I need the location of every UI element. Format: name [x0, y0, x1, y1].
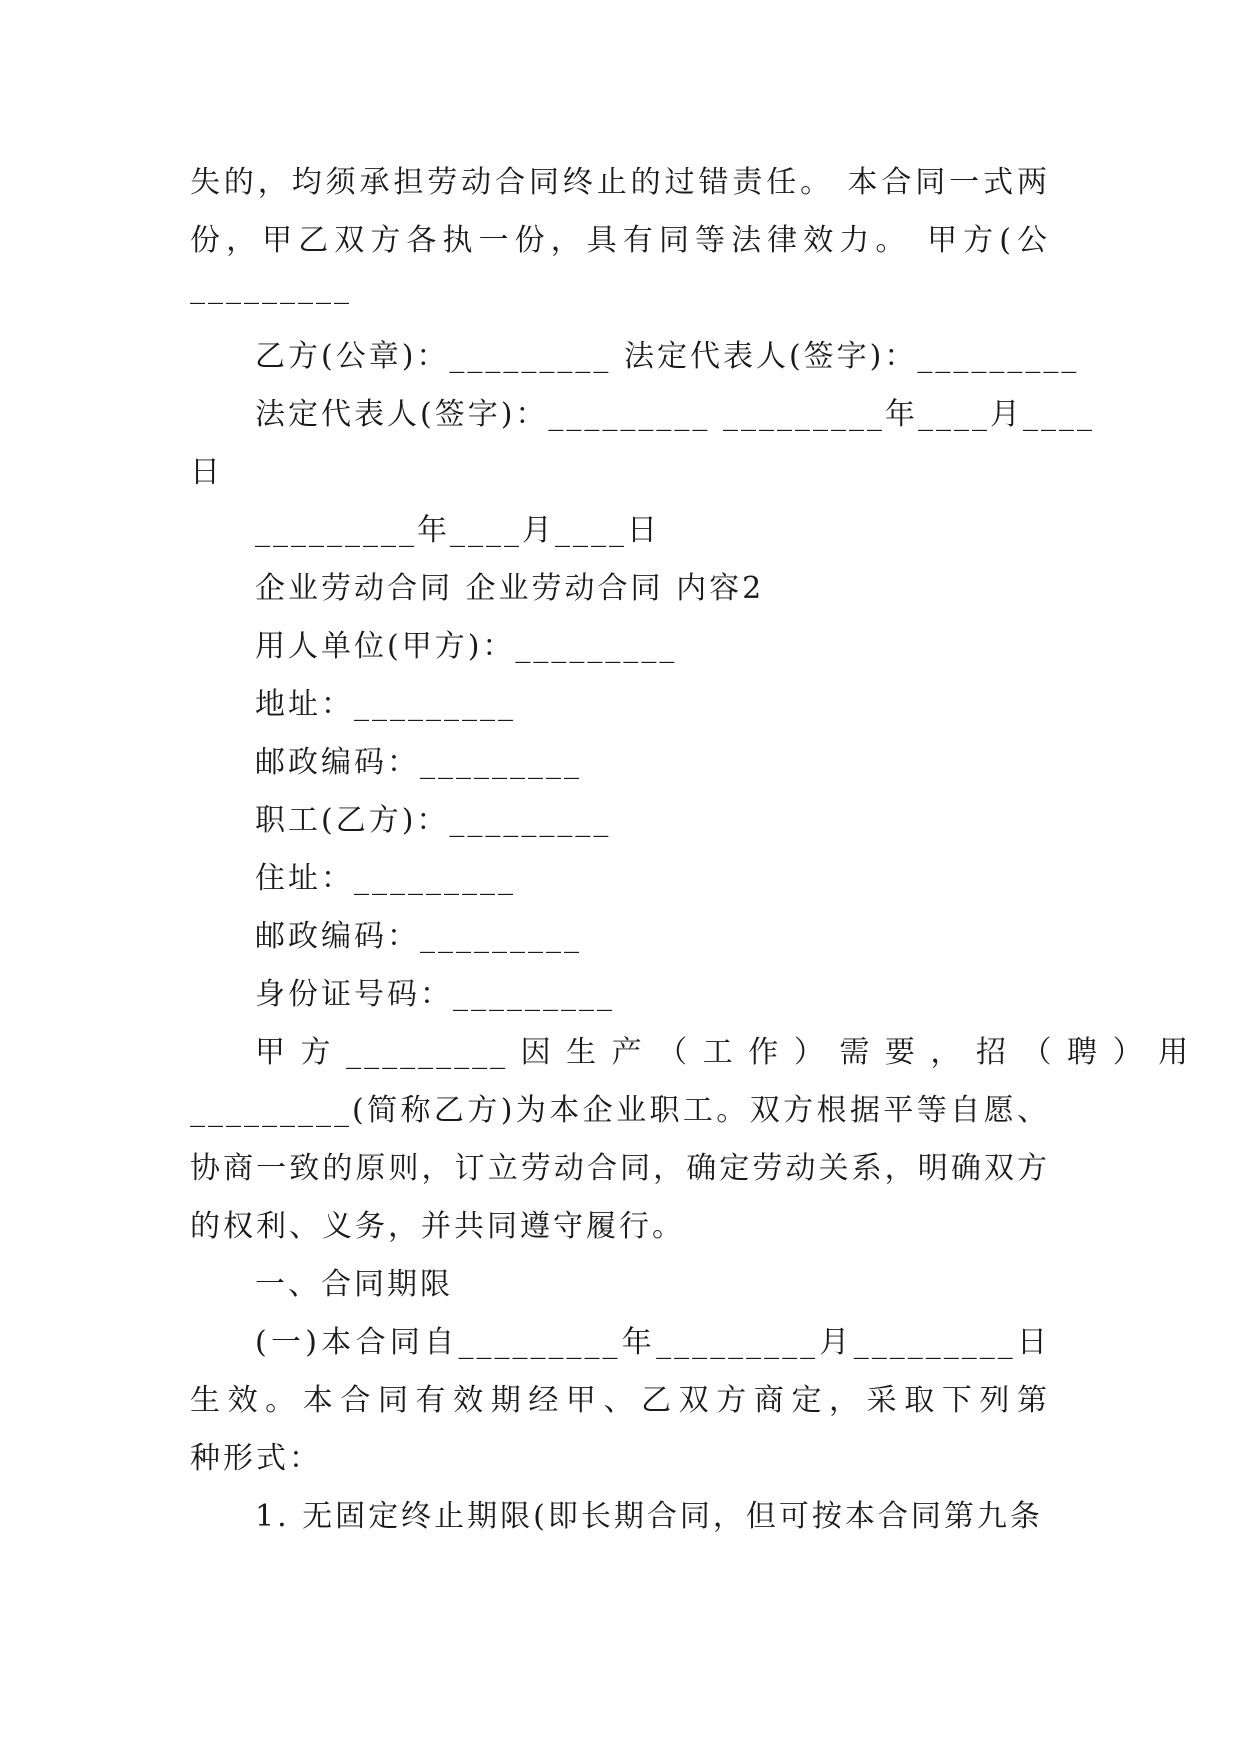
- address-field: 地址：_________: [255, 687, 516, 722]
- postal-code-field: 邮政编码：_________: [255, 745, 582, 780]
- text-line: (一)本合同自_________年_________月_________日: [255, 1325, 1050, 1360]
- text-line: 日: [190, 455, 223, 490]
- text-line: 的权利、义务，并共同遵守履行。: [190, 1209, 685, 1244]
- text-line: _________(简称乙方)为本企业职工。双方根据平等自愿、: [190, 1093, 1050, 1128]
- text-line: 甲 方 _________ 因 生 产 （ 工 作 ） 需 要 ， 招 （ 聘 ） 用: [255, 1035, 1192, 1070]
- employer-field: 用人单位(甲方)：_________: [255, 629, 678, 664]
- text-line: 种形式：: [190, 1441, 322, 1476]
- text-line: 份，甲乙双方各执一份，具有同等法律效力。 甲方(公: [190, 223, 1050, 258]
- date-line: _________年____月____日: [255, 513, 660, 548]
- signature-blank: _________: [190, 270, 352, 305]
- list-item: 1. 无固定终止期限(即长期合同，但可按本合同第九条: [255, 1499, 1043, 1534]
- text-line: 法定代表人(签字)：_________ _________年____月____: [255, 397, 1095, 432]
- residence-field: 住址：_________: [255, 861, 516, 896]
- text-line: 生效。本合同有效期经甲、乙双方商定，采取下列第: [190, 1383, 1050, 1418]
- id-number-field: 身份证号码：_________: [255, 977, 615, 1012]
- postal-code-field: 邮政编码：_________: [255, 919, 582, 954]
- text-line: 失的，均须承担劳动合同终止的过错责任。 本合同一式两: [190, 165, 1050, 200]
- text-line: 协商一致的原则，订立劳动合同，确定劳动关系，明确双方: [190, 1151, 1050, 1186]
- clause-heading: 一、合同期限: [255, 1267, 453, 1302]
- text-line: 乙方(公章)：_________ 法定代表人(签字)：_________: [255, 339, 1080, 374]
- employee-field: 职工(乙方)：_________: [255, 803, 612, 838]
- section-heading: 企业劳动合同 企业劳动合同 内容2: [255, 571, 765, 606]
